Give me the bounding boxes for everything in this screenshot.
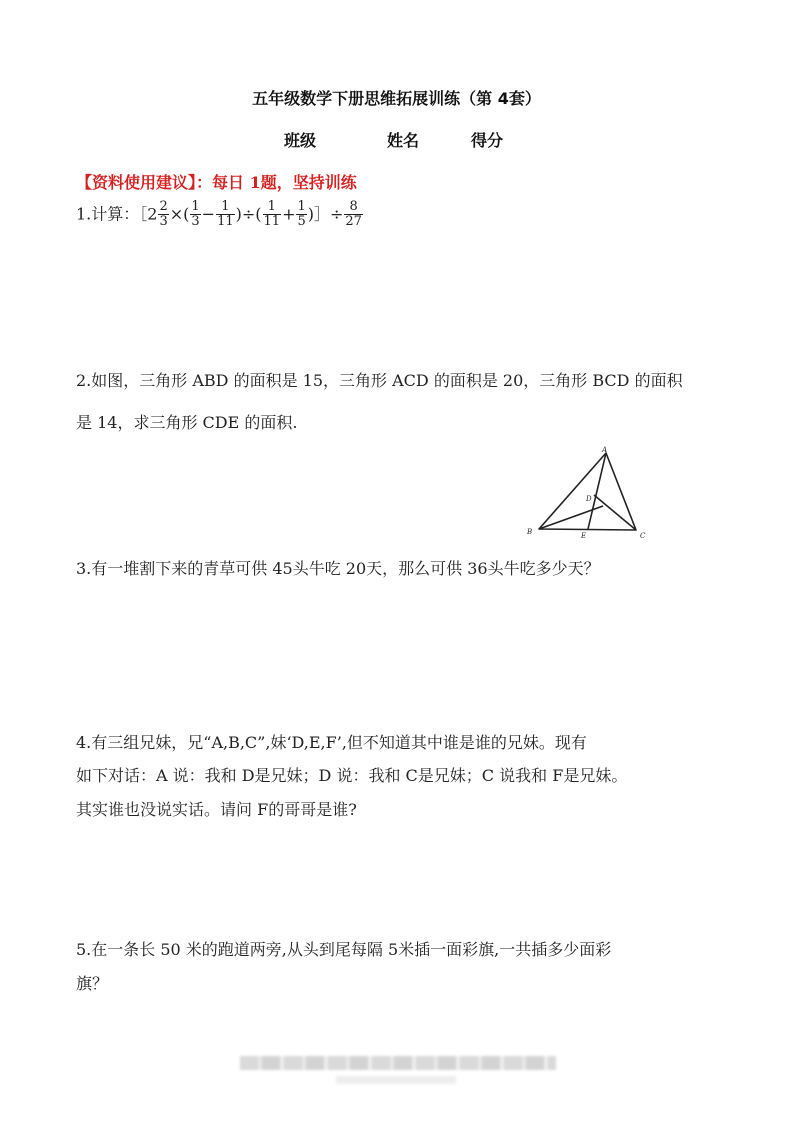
q1-fraction-2 bbox=[216, 200, 235, 229]
usage-advice: 【资料使用建议】：每日 1题，坚持训练 bbox=[76, 173, 357, 192]
q1-fraction-4 bbox=[296, 200, 306, 229]
label-a: A bbox=[602, 446, 608, 454]
question-5-line-1: 5.在一条长 50 米的跑道两旁,从头到尾每隔 5米插一面彩旗,一共插多少面彩 bbox=[76, 940, 612, 959]
fraction-denominator: 11 bbox=[263, 214, 281, 229]
footer-watermark bbox=[240, 1056, 556, 1070]
fraction-numerator: 1 bbox=[297, 199, 306, 214]
q1-operator: )÷( bbox=[235, 204, 262, 224]
q1-operator: )］÷ bbox=[307, 204, 344, 224]
fraction-numerator: 1 bbox=[216, 200, 235, 215]
fraction-denominator: 3 bbox=[191, 214, 200, 229]
q1-fraction-1 bbox=[190, 200, 200, 229]
fraction-numerator: 2 bbox=[159, 199, 168, 214]
question-5-line-2: 旗？ bbox=[76, 974, 109, 993]
triangle-figure bbox=[522, 446, 654, 542]
label-e: E bbox=[581, 532, 587, 540]
label-d: D bbox=[586, 495, 592, 503]
q1-fraction-3 bbox=[263, 200, 282, 229]
fraction-numerator: 8 bbox=[344, 200, 363, 215]
label-c: C bbox=[640, 532, 646, 540]
class-label: 班级 bbox=[284, 131, 317, 150]
fraction-denominator: 27 bbox=[345, 214, 362, 229]
fraction-numerator: 1 bbox=[191, 199, 200, 214]
page-title: 五年级数学下册思维拓展训练（第 4套） bbox=[252, 89, 541, 108]
q1-fraction-5 bbox=[344, 200, 363, 229]
q1-prefix: 1.计算：［2 bbox=[76, 204, 158, 224]
question-4-line-2: 如下对话：A 说：我和 D是兄妹；D 说：我和 C是兄妹；C 说我和 F是兄妹。 bbox=[76, 766, 628, 785]
q1-operator: ×( bbox=[169, 204, 190, 224]
fraction-numerator: 1 bbox=[263, 200, 282, 215]
question-2-line-2: 是 14，求三角形 CDE 的面积. bbox=[76, 413, 298, 432]
fraction-denominator: 3 bbox=[159, 214, 168, 229]
fraction-denominator: 5 bbox=[297, 214, 306, 229]
question-1 bbox=[76, 200, 364, 229]
q1-mixed-fraction bbox=[158, 200, 168, 229]
question-3: 3.有一堆割下来的青草可供 45头牛吃 20天，那么可供 36头牛吃多少天？ bbox=[76, 559, 600, 578]
q1-operator: − bbox=[201, 204, 216, 224]
label-b: B bbox=[527, 528, 533, 536]
fraction-denominator: 11 bbox=[217, 214, 234, 229]
question-4-line-3: 其实谁也没说实话。请问 F的哥哥是谁? bbox=[76, 800, 357, 819]
footer-watermark-small bbox=[336, 1076, 456, 1084]
question-2-line-1: 2.如图，三角形 ABD 的面积是 15，三角形 ACD 的面积是 20，三角形 BCD 的面积 bbox=[76, 371, 683, 390]
score-label: 得分 bbox=[471, 131, 504, 150]
name-label: 姓名 bbox=[387, 131, 420, 150]
question-4-line-1: 4.有三组兄妹，兄“A,B,C”,妹‘D,E,F’,但不知道其中谁是谁的兄妹。现有 bbox=[76, 733, 587, 752]
q1-operator: + bbox=[282, 204, 296, 224]
